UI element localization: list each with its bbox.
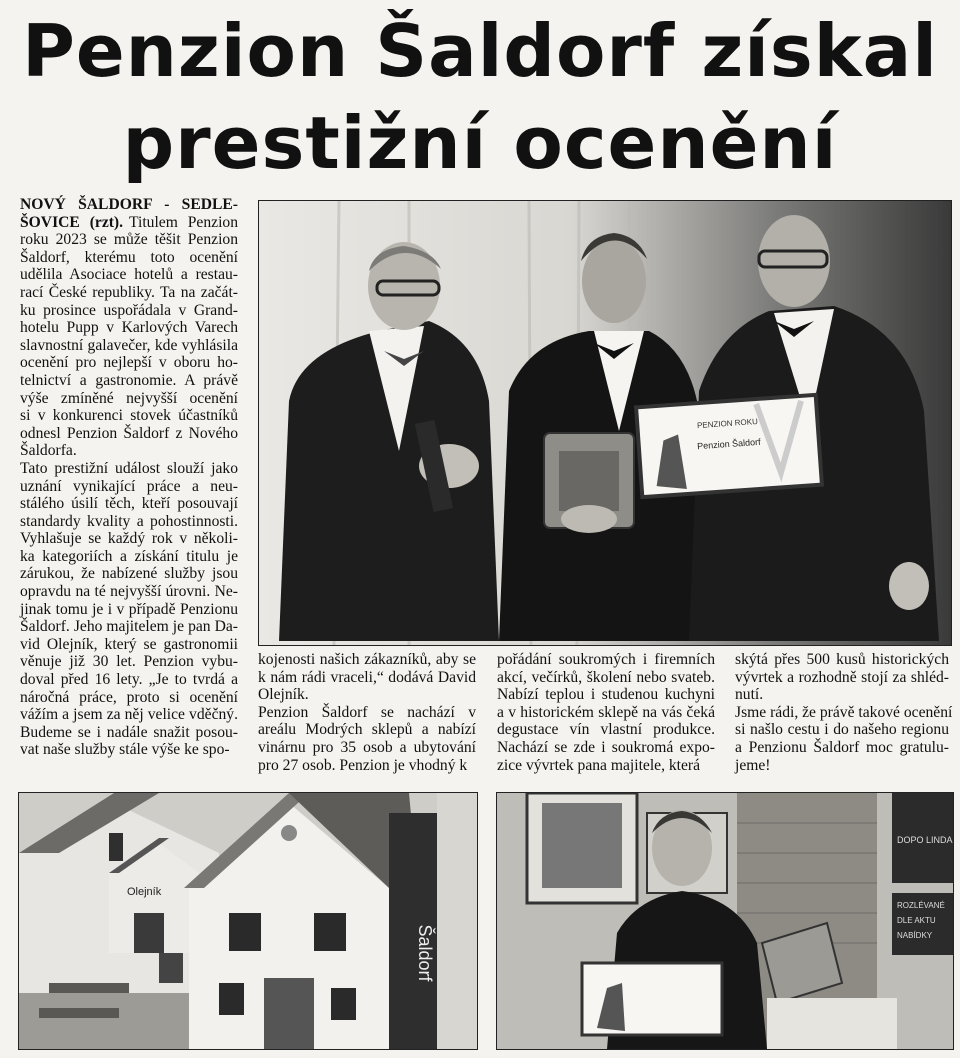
article-text-line: si v konkurenci stovek účastníků (20, 407, 238, 425)
article-column-1 (20, 196, 238, 759)
building-sign-saldorf: Šaldorf (415, 924, 435, 982)
award-certificate (636, 395, 822, 497)
cellar-board-line-1: ROZLÉVANÉ (897, 901, 945, 910)
owner-photo (496, 792, 954, 1050)
award-ceremony-photo (258, 200, 952, 646)
article-text-line: Šaldorf. Jeho majitelem je pan Da- (20, 618, 238, 636)
dateline-continued: ŠOVICE (rzt). (20, 213, 124, 231)
award-sign-text: Penzion Šaldorf (696, 436, 761, 452)
article-text-line: slavnostní galavečer, kde vyhlásila (20, 336, 238, 354)
cellar-board-line-2: DLE AKTU (897, 916, 936, 925)
article-text-line: Vyhlašuje se každý rok v několi- (20, 530, 238, 548)
article-text-line: Nabízí teplou i studenou kuchyni (497, 686, 715, 704)
article-text-line: si našlo cestu i do našeho regionu (735, 721, 949, 739)
article-text-line: stálého úsilí těch, kteří posouvají (20, 495, 238, 513)
article-text-line: a v historickém sklepě na vás čeká (497, 703, 715, 721)
dateline-line-2 (20, 214, 238, 232)
article-text-line: roku 2023 se může těšit Penzion (20, 231, 238, 249)
article-text-line: Šaldorf, kterému toto ocenění (20, 248, 238, 266)
dateline-line (20, 196, 238, 214)
article-text-line: udělila Asociace hotelů a restau- (20, 266, 238, 284)
article-text-line: pro 27 osob. Penzion je vhodný k (258, 756, 468, 774)
article-text-line: opravdu na té nejvyšší úrovni. Ne- (20, 583, 238, 601)
cellar-board-line-3: NABÍDKY (897, 931, 933, 940)
article-text-line: k nám rádi vraceli,“ dodává David (258, 668, 476, 686)
article-text-line: nutí. (735, 686, 764, 704)
article-text-line: jinak tomu je i v případě Penzionu (20, 600, 238, 618)
article-text-line: zice vývrtek pana majitele, která (497, 756, 701, 774)
article-text-line: skýtá přes 500 kusů historických (735, 651, 949, 668)
article-text-line: ka kategoriích a získání titulu je (20, 547, 238, 565)
article-text-line: věnuje již 30 let. Penzion vybu- (20, 653, 238, 671)
article-text-line: Penzion Šaldorf se nachází v (258, 703, 476, 721)
dateline: NOVÝ ŠALDORF - SEDLE- (20, 196, 238, 213)
article-text-line: vid Olejník, který se gastronomii (20, 635, 238, 653)
award-sign-header: PENZION ROKU (696, 416, 759, 431)
article-text-line-continuation: Titulem Penzion (129, 213, 238, 231)
article-text-line: Budeme se i nadále snažit posou- (20, 723, 238, 741)
article-column-2 (258, 651, 476, 774)
penzion-building-illustration (19, 793, 477, 1049)
article-text-line: jeme! (735, 756, 771, 774)
article-text-line: zárukou, že nabízené služby jsou (20, 565, 238, 583)
article-text-line: degustace vín vlastní produkce. (497, 721, 715, 739)
article-text-line: Tato prestižní událost slouží jako (20, 459, 238, 477)
article-text-line: hotelu Pupp v Karlových Varech (20, 319, 238, 337)
article-text-line: Nachází se zde i soukromá expo- (497, 738, 715, 756)
article-text-line: vinárnu pro 35 osob a ubytování (258, 738, 476, 756)
building-photo (18, 792, 478, 1050)
article-text-line: vývrtek a rozhodně stojí za shléd- (735, 668, 949, 686)
article-text-line: doval před 16 lety. „Je to tvrdá a (20, 671, 238, 689)
article-text-line: odnesl Penzion Šaldorf z Nového (20, 424, 238, 442)
article-text-line: pořádání soukromých i firemních (497, 651, 715, 668)
article-column-3 (497, 651, 715, 774)
article-text-line: rací České republiky. Ta na začát- (20, 283, 238, 301)
article-text-line: kojenosti našich zákazníků, aby se (258, 651, 476, 668)
article-text-line: akcí, večírků, školení nebo svateb. (497, 668, 715, 686)
owner-in-cellar-illustration (497, 793, 953, 1049)
article-text-line: uznání vynikající práce a neu- (20, 477, 238, 495)
article-text-line: a Penzionu Šaldorf moc gratulu- (735, 738, 949, 756)
article-text-line: vat naše služby stále výše ke spo- (20, 741, 230, 759)
building-sign-olejnik: Olejník (127, 886, 162, 898)
article-text-line: areálu Modrých sklepů a nabízí (258, 721, 476, 739)
article-text-line: náročná práce, proto si ocenění (20, 688, 238, 706)
article-text-line: standardy kvality a pohostinnosti. (20, 512, 238, 530)
article-text-line: telnictví a gastronomie. A právě (20, 371, 238, 389)
article-text-line: Šaldorfa. (20, 442, 77, 460)
article-text-line: Jsme rádi, že právě takové ocenění (735, 703, 953, 721)
article-text-line: ocenění pro nejlepší v oboru ho- (20, 354, 238, 372)
headline-line-2: prestižní ocenění (122, 101, 838, 185)
article-text-line: Olejník. (258, 686, 309, 704)
award-ceremony-illustration (259, 201, 951, 645)
article-text-line: výše zmíněné nejvyšší ocenění (20, 389, 238, 407)
cellar-top-board: DOPO LINDA (897, 835, 953, 845)
article-text-line: ku prosince uspořádala v Grand- (20, 301, 238, 319)
headline-line-1: Penzion Šaldorf získal (22, 9, 938, 93)
article-text-line: vážím a jsem za něj velice vděčný. (20, 706, 238, 724)
article-column-4 (735, 651, 953, 774)
